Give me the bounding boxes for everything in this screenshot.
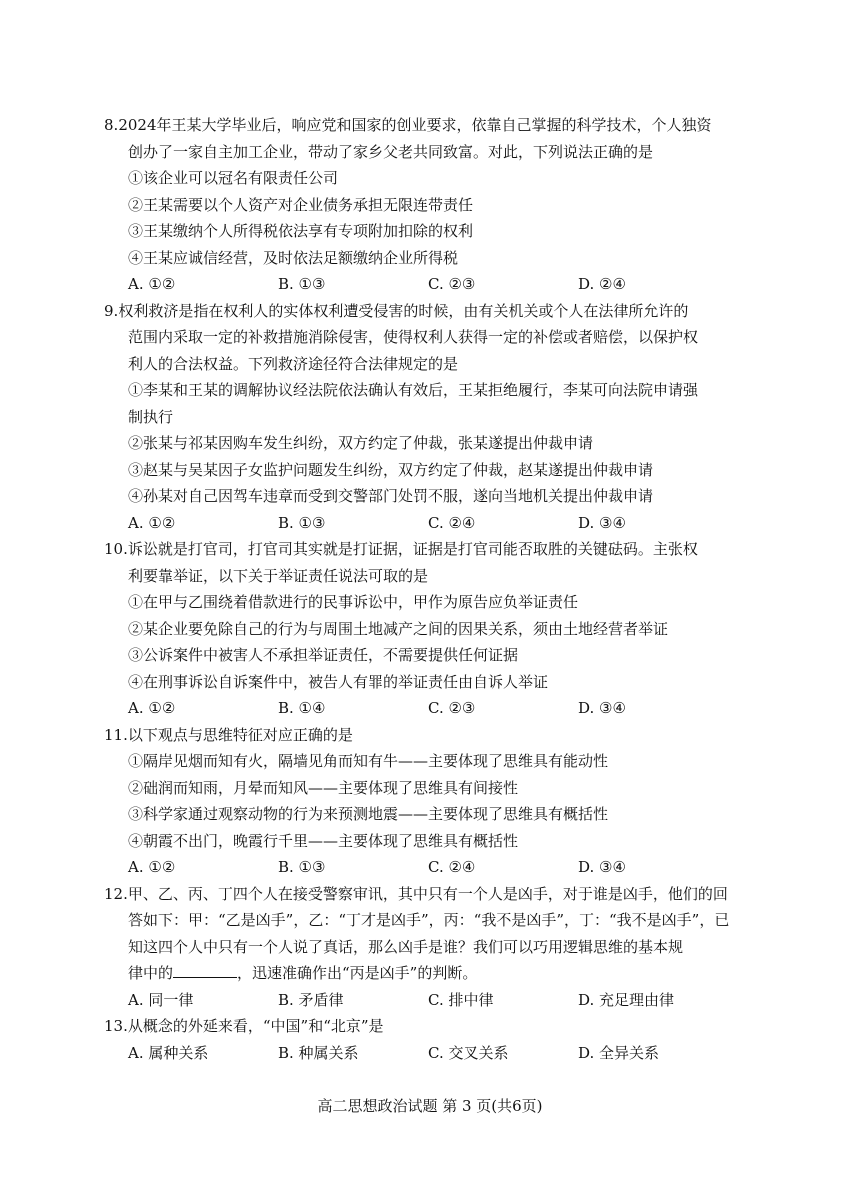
question-number: 9. — [104, 301, 119, 320]
statement-line: ④孙某对自己因驾车违章而受到交警部门处罚不服，遂向当地机关提出仲裁申请 — [128, 487, 654, 505]
answer-choice-d: D. 充足理由律 — [578, 990, 675, 1009]
question-stem-text: 创办了一家自主加工企业，带动了家乡父老共同致富。对此，下列说法正确的是 — [128, 142, 654, 161]
statement-line: ④王某应诚信经营，及时依法足额缴纳企业所得税 — [128, 248, 459, 267]
answer-choice-c: C. 排中律 — [428, 990, 494, 1009]
question-stem-line — [104, 351, 766, 378]
question-stem-line — [104, 960, 766, 987]
question-stem-line — [104, 934, 766, 961]
question-stem-text: 2024年王某大学毕业后，响应党和国家的创业要求，依靠自己掌握的科学技术，个人独资 — [118, 116, 712, 134]
answer-choice-d: D. ③④ — [578, 858, 626, 876]
question-12 — [104, 881, 766, 1014]
question-number: 10. — [104, 540, 128, 558]
answer-choice-a: A. 属种关系 — [128, 1043, 209, 1062]
question-stem-text: 从概念的外延来看，“中国”和“北京”是 — [127, 1017, 384, 1035]
answer-choice-d: D. ②④ — [578, 275, 626, 293]
answer-choice-b: B. 矛盾律 — [278, 990, 344, 1009]
question-stem-text: 知这四个人中只有一个人说了真话，那么凶手是谁？我们可以巧用逻辑思维的基本规 — [128, 937, 684, 956]
question-9 — [104, 298, 766, 537]
answer-choice-a: A. ①② — [128, 513, 176, 532]
question-8 — [104, 112, 766, 298]
statement-line: ②张某与祁某因购车发生纠纷，双方约定了仲裁，张某遂提出仲裁申请 — [128, 434, 594, 452]
answer-choices — [104, 271, 766, 298]
statement-line: ③王某缴纳个人所得税依法享有专项附加扣除的权利 — [128, 222, 474, 240]
question-stem-text: 利人的合法权益。下列救济途径符合法律规定的是 — [128, 354, 459, 373]
answer-choices — [104, 854, 766, 881]
answer-choices — [104, 987, 766, 1014]
question-stem-text: 答如下：甲：“乙是凶手”，乙：“丁才是凶手”，丙：“我不是凶手”，丁：“我不是凶手”，已 — [128, 911, 730, 929]
statement-line: ①李某和王某的调解协议经法院依法确认有效后，王某拒绝履行，李某可向法院申请强 — [128, 381, 699, 399]
question-stem-text: 诉讼就是打官司，打官司其实就是打证据，证据是打官司能否取胜的关键砝码。主张权 — [127, 540, 698, 558]
answer-choice-a: A. ①② — [128, 858, 176, 876]
question-10 — [104, 536, 766, 722]
answer-choice-c: C. ②④ — [428, 858, 476, 876]
question-stem-line — [104, 563, 766, 590]
answer-choice-c: C. 交叉关系 — [428, 1043, 509, 1062]
question-stem-text: 律中的 — [128, 964, 174, 982]
answer-choices — [104, 1040, 766, 1067]
answer-choice-d: D. ③④ — [578, 699, 626, 717]
statement-line: ④朝霞不出门，晚霞行千里——主要体现了思维具有概括性 — [128, 831, 519, 850]
question-stem-text: 权利救济是指在权利人的实体权利遭受侵害的时候，由有关机关或个人在法律所允许的 — [118, 301, 689, 320]
answer-choice-c: C. ②③ — [428, 699, 476, 717]
question-stem-line — [104, 324, 766, 351]
answer-choice-b: B. ①③ — [278, 513, 326, 532]
question-stem-text: 利要靠举证，以下关于举证责任说法可取的是 — [128, 566, 429, 585]
question-number: 12. — [104, 884, 128, 903]
answer-blank — [173, 963, 237, 978]
statement-line: ③公诉案件中被害人不承担举证责任，不需要提供任何证据 — [128, 646, 519, 664]
question-stem-text: 以下观点与思维特征对应正确的是 — [127, 725, 353, 744]
answer-choice-b: B. 种属关系 — [278, 1043, 359, 1062]
question-number: 8. — [104, 116, 119, 134]
statement-line: ②础润而知雨，月晕而知风——主要体现了思维具有间接性 — [128, 778, 519, 797]
answer-choices — [104, 695, 766, 722]
question-number: 11. — [104, 725, 128, 744]
answer-choice-b: B. ①④ — [278, 699, 326, 717]
question-stem-line — [104, 907, 766, 934]
answer-choice-a: A. ①② — [128, 699, 176, 717]
question-stem-line — [104, 1013, 766, 1040]
question-stem-line — [104, 139, 766, 166]
page-footer: 高二思想政治试题 第 3 页(共6页) — [317, 1097, 543, 1115]
question-stem-text: ，迅速准确作出“丙是凶手”的判断。 — [237, 964, 478, 982]
answer-choice-a: A. ①② — [128, 275, 176, 293]
answer-choices — [104, 510, 766, 537]
answer-choice-b: B. ①③ — [278, 858, 326, 876]
statement-line: ④在刑事诉讼自诉案件中，被告人有罪的举证责任由自诉人举证 — [128, 672, 549, 691]
statement-line: ②王某需要以个人资产对企业债务承担无限连带责任 — [128, 195, 474, 214]
question-list — [104, 112, 766, 1066]
question-stem-line — [104, 881, 766, 908]
statement-line: ①该企业可以冠名有限责任公司 — [128, 169, 339, 187]
statement-line: ②某企业要免除自己的行为与周围土地减产之间的因果关系，须由土地经营者举证 — [128, 619, 669, 638]
question-stem-line — [104, 298, 766, 325]
question-stem-line — [104, 536, 766, 563]
statement-line: ①在甲与乙围绕着借款进行的民事诉讼中，甲作为原告应负举证责任 — [128, 593, 579, 611]
statement-line: ③赵某与吴某因子女监护问题发生纠纷，双方约定了仲裁，赵某遂提出仲裁申请 — [128, 460, 654, 479]
answer-choice-b: B. ①③ — [278, 275, 326, 293]
question-stem-line — [104, 112, 766, 139]
question-11 — [104, 722, 766, 881]
statement-line: ③科学家通过观察动物的行为来预测地震——主要体现了思维具有概括性 — [128, 805, 609, 823]
answer-choice-d: D. 全异关系 — [578, 1043, 660, 1062]
answer-choice-c: C. ②③ — [428, 275, 476, 293]
question-stem-text: 范围内采取一定的补救措施消除侵害，使得权利人获得一定的补偿或者赔偿，以保护权 — [128, 328, 699, 346]
statement-line: 制执行 — [128, 407, 174, 426]
answer-choice-c: C. ②④ — [428, 513, 476, 532]
question-number: 13. — [104, 1017, 128, 1035]
question-stem-text: 甲、乙、丙、丁四个人在接受警察审讯，其中只有一个人是凶手，对于谁是凶手，他们的回 — [127, 884, 728, 903]
question-13 — [104, 1013, 766, 1066]
answer-choice-a: A. 同一律 — [128, 990, 194, 1009]
statement-line: ①隔岸见烟而知有火，隔墙见角而知有牛——主要体现了思维具有能动性 — [128, 752, 609, 770]
question-stem-line — [104, 722, 766, 749]
answer-choice-d: D. ③④ — [578, 513, 626, 532]
